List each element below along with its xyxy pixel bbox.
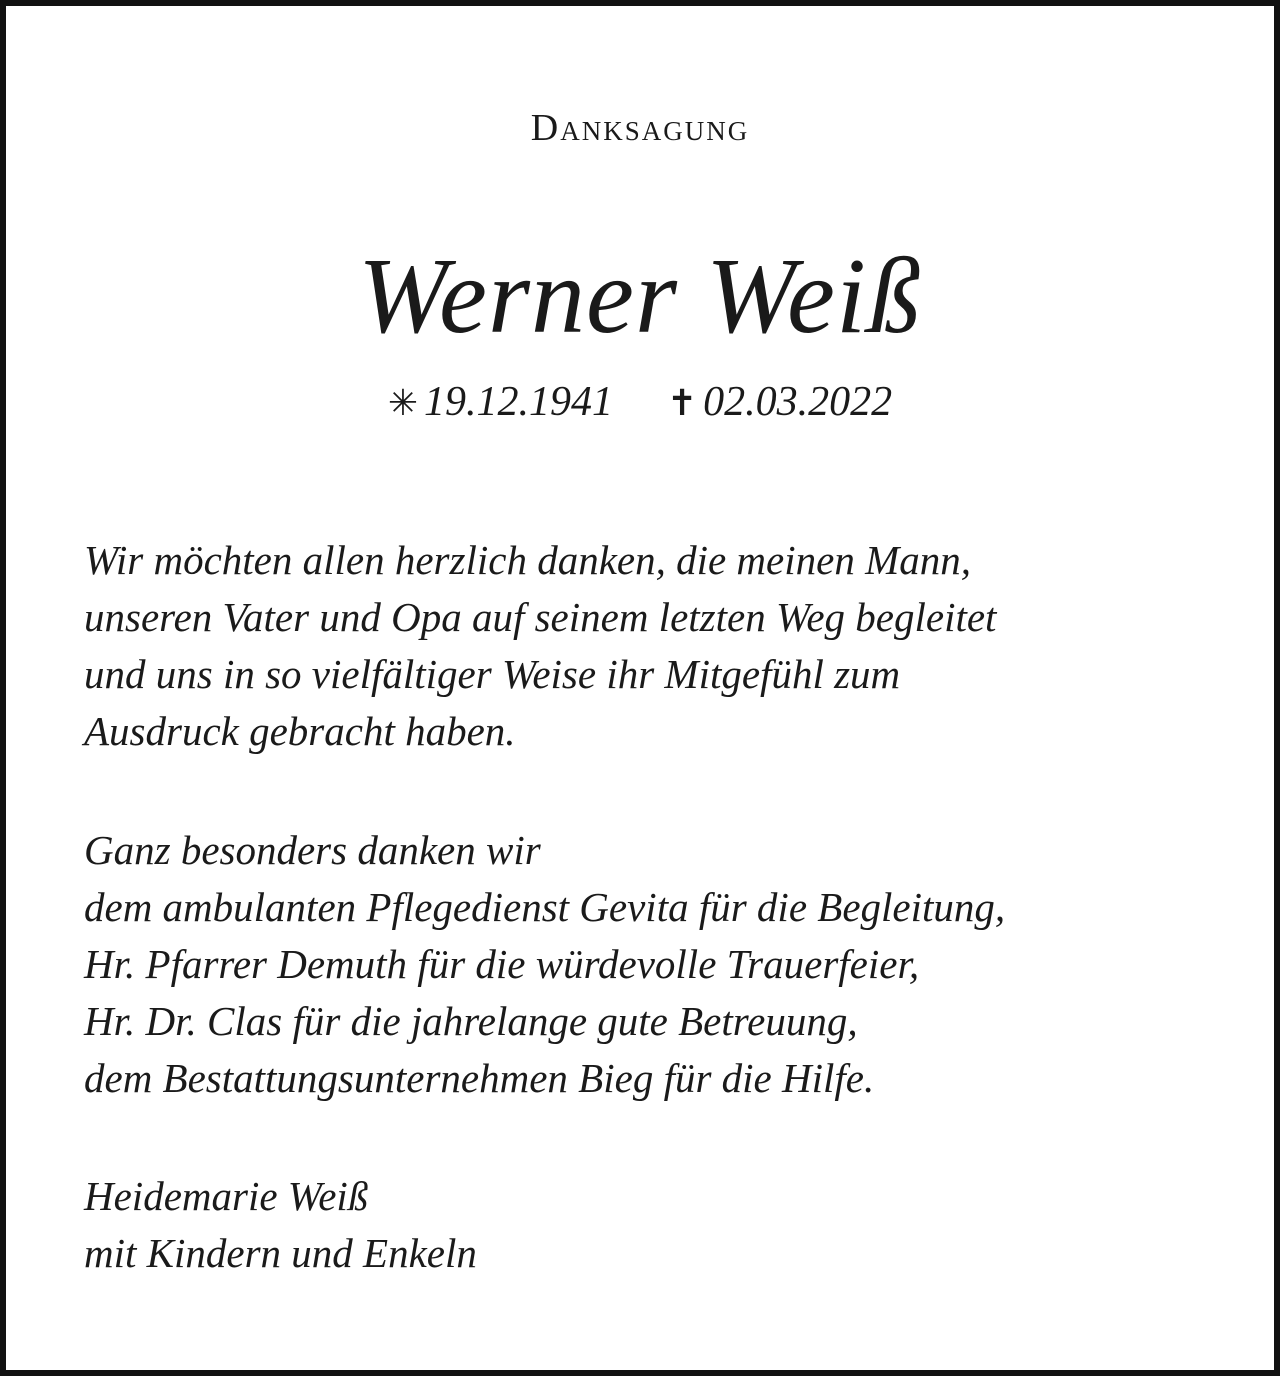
birth-date: 19.12.1941 bbox=[424, 379, 613, 425]
death-date: 02.03.2022 bbox=[703, 379, 893, 425]
special-thanks-paragraph bbox=[84, 822, 1224, 1107]
text-line: dem ambulanten Pflegedienst Gevita für die Begleitung, bbox=[84, 884, 1006, 930]
text-line: unseren Vater und Opa auf seinem letzten Weg begleitet bbox=[84, 594, 997, 640]
life-dates bbox=[6, 378, 1274, 426]
text-line: Hr. Pfarrer Demuth für die würdevolle Trauerfeier, bbox=[84, 941, 920, 987]
text-line: Ausdruck gebracht haben. bbox=[84, 708, 516, 754]
text-line: und uns in so vielfältiger Weise ihr Mitgefühl zum bbox=[84, 651, 901, 697]
notice-heading: Danksagung bbox=[530, 107, 750, 149]
text-line: Hr. Dr. Clas für die jahrelange gute Betreuung, bbox=[84, 998, 858, 1044]
signature-block bbox=[84, 1168, 1224, 1282]
text-line: dem Bestattungsunternehmen Bieg für die Hilfe. bbox=[84, 1055, 875, 1101]
birth-star-icon: ✳ bbox=[387, 383, 418, 423]
deceased-name: Werner Weiß bbox=[358, 237, 922, 356]
thanks-paragraph bbox=[84, 532, 1224, 760]
text-line: Ganz besonders danken wir bbox=[84, 827, 541, 873]
death-cross-icon: ✝ bbox=[667, 383, 698, 423]
text-line: Wir möchten allen herzlich danken, die meinen Mann, bbox=[84, 537, 971, 583]
signature-name: Heidemarie Weiß bbox=[84, 1173, 369, 1219]
signature-family: mit Kindern und Enkeln bbox=[84, 1230, 477, 1276]
